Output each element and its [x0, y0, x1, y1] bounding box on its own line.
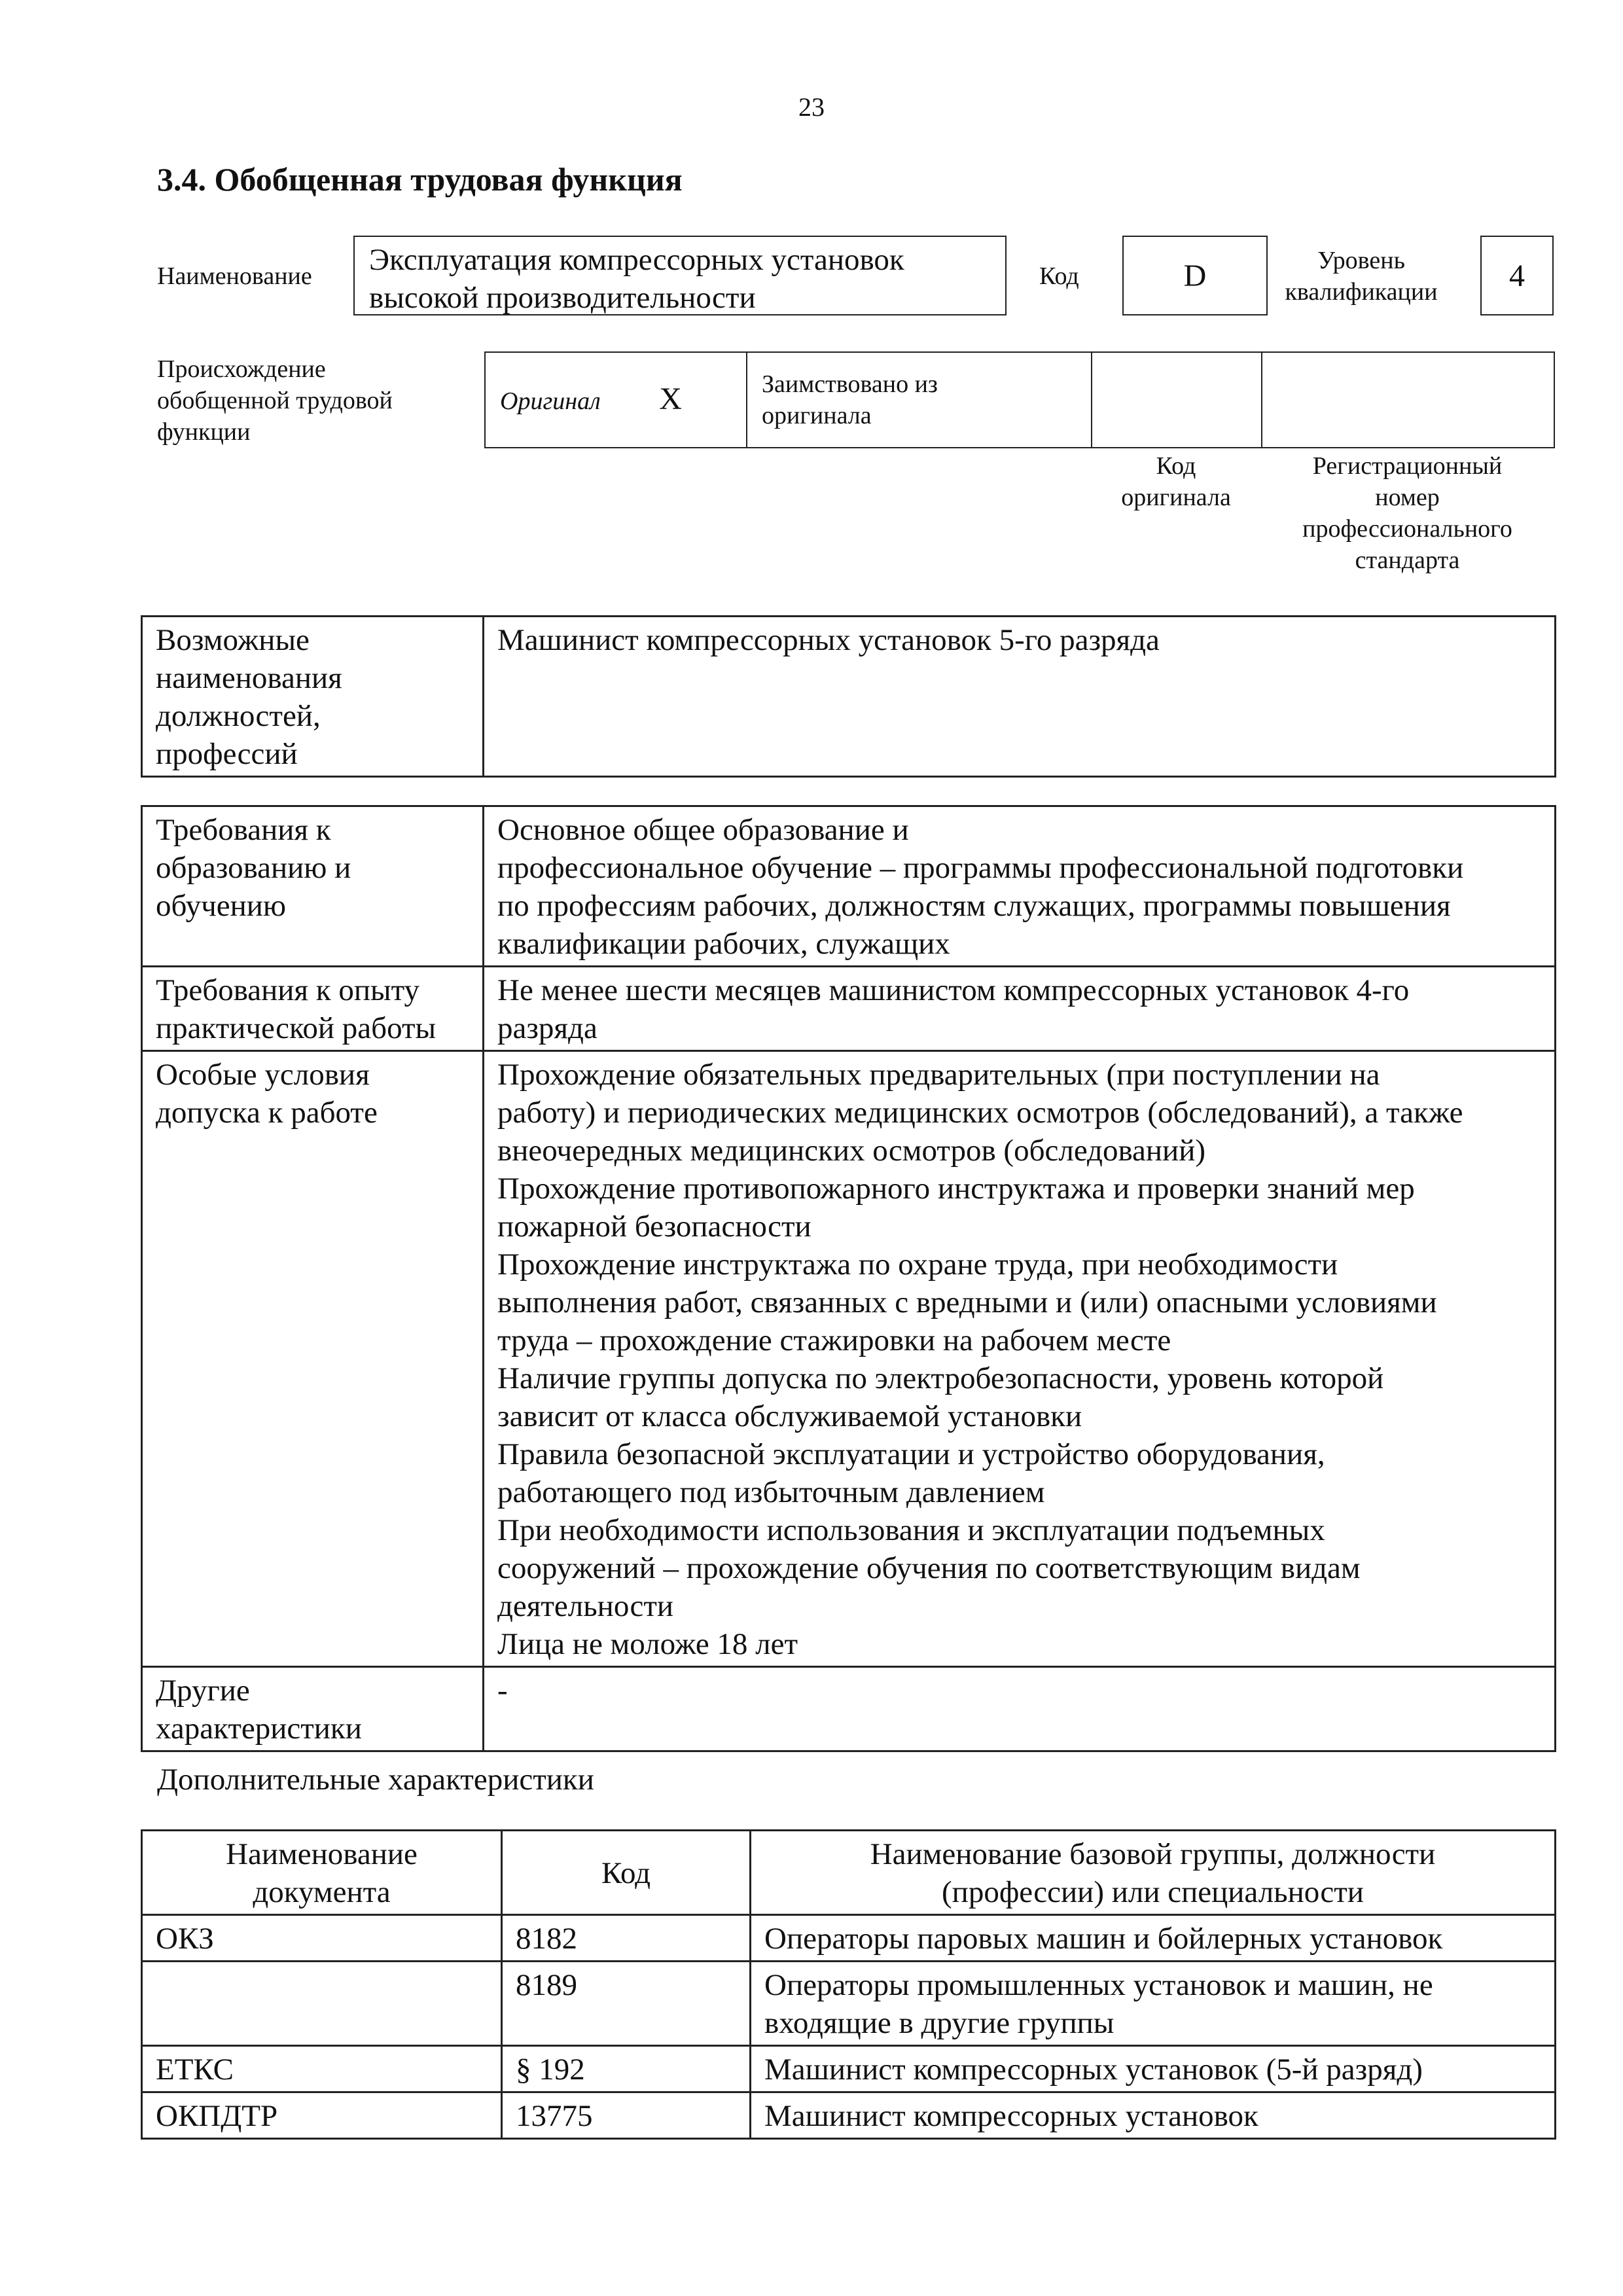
reg-caption-line: стандарта	[1355, 547, 1460, 574]
positions-label-cell	[142, 617, 484, 777]
requirement-value-line: внеочередных медицинских осмотров (обследований)	[497, 1134, 1206, 1168]
requirement-value-line: выполнения работ, связанных с вредными и (или) опасными условиями	[497, 1285, 1437, 1319]
name-cell-line: Операторы промышленных установок и машин, не	[764, 1968, 1433, 2002]
header-doc-line: документа	[253, 1875, 391, 1909]
requirement-value-line: Прохождение противопожарного инструктажа и проверки знаний мер	[497, 1172, 1415, 1206]
requirement-value-line: При необходимости использования и эксплуатации подъемных	[497, 1513, 1325, 1547]
reg-caption	[1261, 450, 1554, 576]
origin-label-line: Происхождение	[157, 355, 326, 383]
name-cell-line: Операторы паровых машин и бойлерных установок	[764, 1922, 1443, 1956]
requirement-label-line: практической работы	[156, 1011, 437, 1045]
table-row	[142, 2092, 1556, 2139]
original-mark: X	[659, 381, 682, 416]
level-value-box	[1480, 236, 1554, 315]
requirement-value-line: Прохождение обязательных предварительных (при поступлении на	[497, 1058, 1380, 1092]
requirement-label-cell	[142, 806, 484, 967]
origin-label	[157, 353, 393, 448]
name-cell	[751, 1962, 1556, 2046]
name-cell-line: Машинист компрессорных установок (5-й разряд)	[764, 2053, 1423, 2087]
requirement-label-line: образованию и	[156, 851, 351, 885]
requirement-value-line: Не менее шести месяцев машинистом компрессорных установок 4-го	[497, 973, 1410, 1007]
requirement-value-line: Лица не моложе 18 лет	[497, 1627, 798, 1661]
name-label: Наименование	[157, 262, 312, 290]
origin-table	[484, 351, 1555, 448]
level-label-line: квалификации	[1285, 278, 1438, 306]
header-name-line: (профессии) или специальности	[942, 1875, 1364, 1909]
origin-original-cell	[485, 352, 747, 448]
origin-label-line: обобщенной трудовой	[157, 387, 393, 414]
code-caption	[1091, 450, 1261, 513]
requirement-value-line: труда – прохождение стажировки на рабочем месте	[497, 1323, 1171, 1357]
header-doc-cell	[142, 1831, 502, 1915]
borrowed-line: Заимствовано из	[762, 370, 938, 398]
table-row	[142, 806, 1556, 967]
origin-code-cell	[1092, 352, 1262, 448]
requirement-label-line: Особые условия	[156, 1058, 370, 1092]
doc-cell: ЕТКС	[142, 2046, 502, 2092]
requirement-value-line: сооружений – прохождение обучения по соответствующим видам	[497, 1551, 1361, 1585]
requirement-value-line: работающего под избыточным давлением	[497, 1475, 1045, 1509]
code-label: Код	[1039, 262, 1079, 290]
name-cell-line: входящие в другие группы	[764, 2006, 1115, 2040]
requirement-value-line: квалификации рабочих, служащих	[497, 927, 950, 961]
requirement-value-cell	[484, 967, 1556, 1051]
level-value: 4	[1509, 258, 1525, 293]
positions-label-line: профессий	[156, 737, 298, 771]
requirement-value-line: Правила безопасной эксплуатации и устройство оборудования,	[497, 1437, 1325, 1471]
name-value-line: Эксплуатация компрессорных установок	[369, 243, 904, 277]
requirement-value-line: зависит от класса обслуживаемой установки	[497, 1399, 1082, 1433]
requirement-value-line: Наличие группы допуска по электробезопасности, уровень которой	[497, 1361, 1384, 1395]
code-value-box	[1122, 236, 1268, 315]
requirement-label-cell	[142, 1667, 484, 1751]
section-title: 3.4. Обобщенная трудовая функция	[157, 161, 683, 198]
requirement-value-line: профессиональное обучение – программы профессиональной подготовки	[497, 851, 1464, 885]
requirement-label-line: допуска к работе	[156, 1096, 378, 1130]
name-value-box	[353, 236, 1007, 315]
doc-cell	[142, 1962, 502, 2046]
requirement-value-cell	[484, 1667, 1556, 1751]
page-number: 23	[798, 92, 825, 122]
code-caption-line: Код	[1156, 452, 1196, 480]
name-cell	[751, 1915, 1556, 1962]
requirement-value-line: Прохождение инструктажа по охране труда, при необходимости	[497, 1247, 1338, 1282]
table-row	[142, 967, 1556, 1051]
requirement-label-cell	[142, 967, 484, 1051]
header-name-cell	[751, 1831, 1556, 1915]
doc-cell: ОКПДТР	[142, 2092, 502, 2139]
header-code-cell: Код	[502, 1831, 751, 1915]
requirement-label-line: Требования к опыту	[156, 973, 420, 1007]
requirement-value-cell	[484, 1051, 1556, 1667]
requirement-value-line: деятельности	[497, 1589, 674, 1623]
additional-table	[141, 1829, 1556, 2140]
name-cell	[751, 2092, 1556, 2139]
name-cell-line: Машинист компрессорных установок	[764, 2099, 1258, 2133]
table-row	[142, 2046, 1556, 2092]
reg-caption-line: Регистрационный	[1312, 452, 1503, 480]
table-row	[142, 1915, 1556, 1962]
requirement-value-line: пожарной безопасности	[497, 1210, 812, 1244]
code-cell: § 192	[502, 2046, 751, 2092]
additional-title: Дополнительные характеристики	[157, 1763, 594, 1797]
requirement-value-line: по профессиям рабочих, должностям служащих, программы повышения	[497, 889, 1451, 923]
code-value: D	[1183, 258, 1207, 293]
requirement-label-line: характеристики	[156, 1712, 362, 1746]
requirement-value-line: разряда	[497, 1011, 597, 1045]
requirement-value-line: Основное общее образование и	[497, 813, 909, 847]
code-cell: 13775	[502, 2092, 751, 2139]
requirement-value-line: работу) и периодических медицинских осмотров (обследований), а также	[497, 1096, 1463, 1130]
requirement-label-line: Другие	[156, 1674, 250, 1708]
table-row	[142, 1051, 1556, 1667]
doc-cell: ОКЗ	[142, 1915, 502, 1962]
code-cell: 8182	[502, 1915, 751, 1962]
table-row	[142, 1667, 1556, 1751]
name-value-line: высокой производительности	[369, 281, 756, 315]
header-name-line: Наименование базовой группы, должности	[870, 1837, 1436, 1871]
code-cell: 8189	[502, 1962, 751, 2046]
reg-caption-line: профессионального	[1302, 515, 1512, 543]
positions-table	[141, 615, 1556, 778]
original-label: Оригинал	[500, 387, 601, 415]
level-label-line: Уровень	[1317, 247, 1405, 274]
table-row	[142, 1962, 1556, 2046]
positions-label-line: наименования	[156, 661, 342, 695]
positions-label-line: Возможные	[156, 623, 310, 657]
reg-caption-line: номер	[1375, 484, 1440, 511]
requirement-value-cell	[484, 806, 1556, 967]
requirement-label-line: обучению	[156, 889, 287, 923]
name-cell	[751, 2046, 1556, 2092]
origin-label-line: функции	[157, 418, 251, 446]
requirements-table	[141, 805, 1556, 1752]
positions-value-cell: Машинист компрессорных установок 5-го разряда	[484, 617, 1556, 777]
origin-reg-cell	[1262, 352, 1554, 448]
requirement-label-cell	[142, 1051, 484, 1667]
borrowed-line: оригинала	[762, 402, 872, 429]
code-caption-line: оригинала	[1121, 484, 1231, 511]
level-label	[1276, 245, 1446, 308]
origin-borrowed-cell	[747, 352, 1092, 448]
table-header-row	[142, 1831, 1556, 1915]
positions-label-line: должностей,	[156, 699, 321, 733]
header-doc-line: Наименование	[226, 1837, 418, 1871]
requirement-value-line: -	[497, 1674, 508, 1708]
requirement-label-line: Требования к	[156, 813, 331, 847]
